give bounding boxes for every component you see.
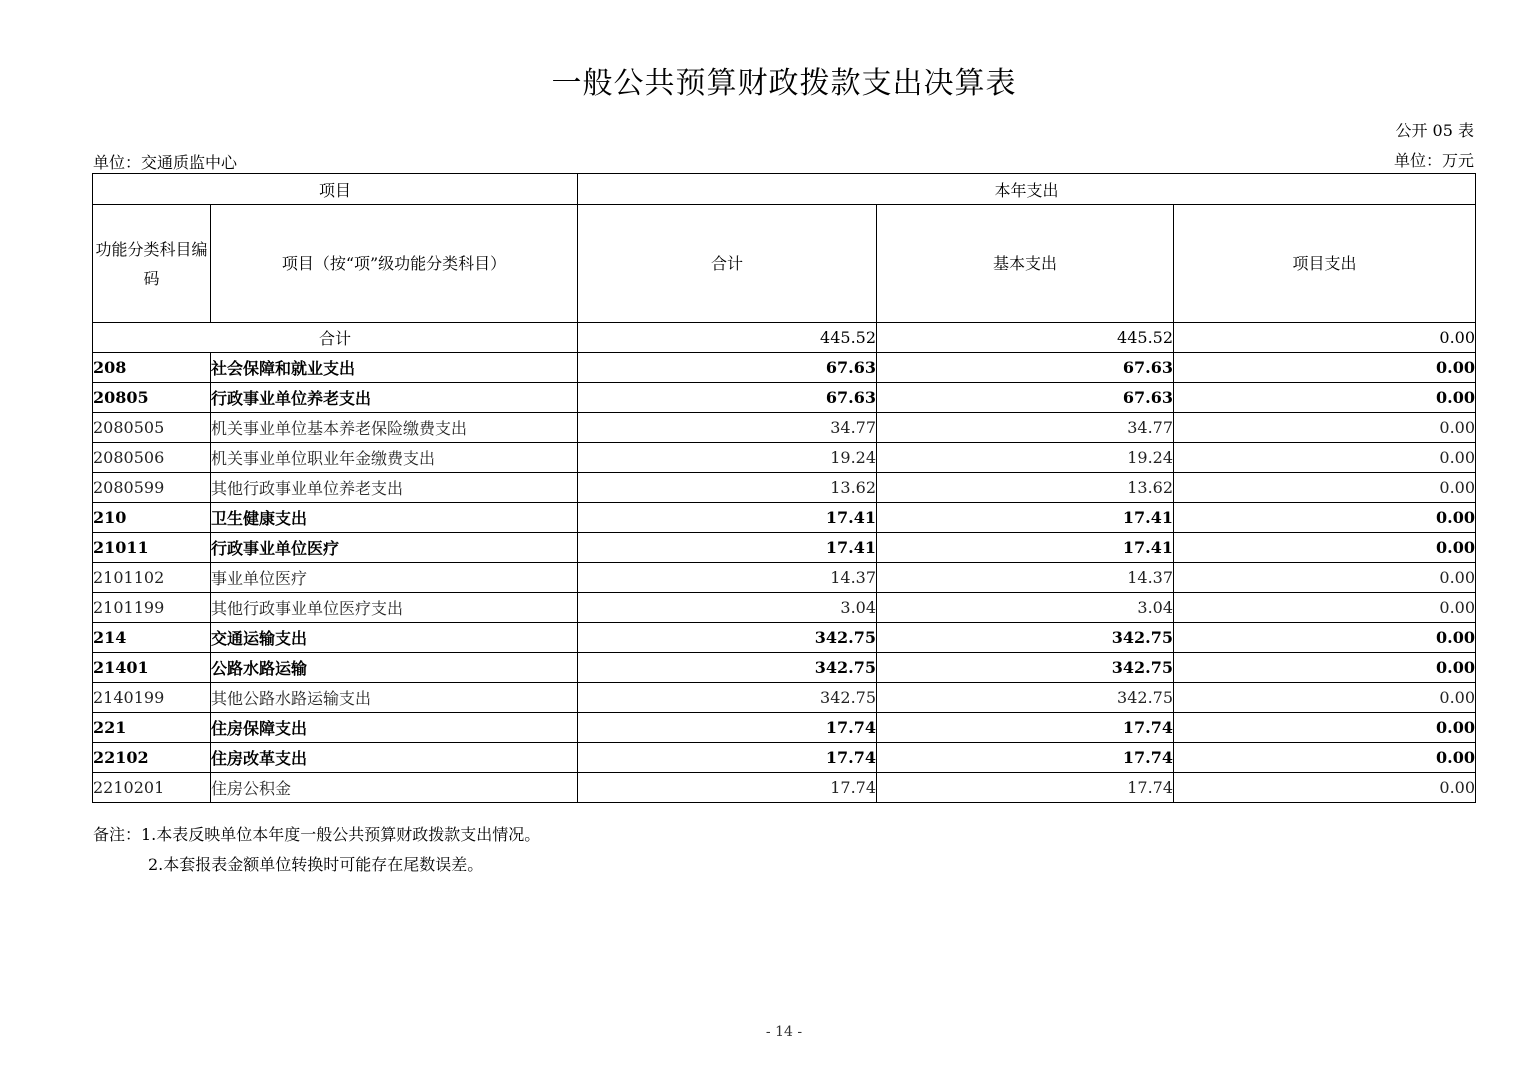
row-project: 0.00 [1174, 353, 1476, 383]
row-project: 0.00 [1174, 533, 1476, 563]
row-name: 行政事业单位养老支出 [211, 383, 578, 413]
row-code: 2080505 [93, 413, 211, 443]
row-basic: 17.41 [877, 533, 1174, 563]
row-basic: 17.74 [877, 713, 1174, 743]
total-label: 合计 [93, 323, 578, 353]
row-name: 交通运输支出 [211, 623, 578, 653]
row-total: 342.75 [578, 683, 877, 713]
page-number: - 14 - [765, 1024, 803, 1040]
row-project: 0.00 [1174, 713, 1476, 743]
row-name: 事业单位医疗 [211, 563, 578, 593]
row-name: 公路水路运输 [211, 653, 578, 683]
row-basic: 14.37 [877, 563, 1174, 593]
row-code: 2101199 [93, 593, 211, 623]
header-basic: 基本支出 [877, 205, 1174, 323]
row-project: 0.00 [1174, 413, 1476, 443]
row-total: 14.37 [578, 563, 877, 593]
row-total: 17.41 [578, 503, 877, 533]
row-basic: 342.75 [877, 683, 1174, 713]
expenditure-table [92, 173, 1476, 803]
table-row [93, 503, 1476, 533]
row-name: 社会保障和就业支出 [211, 353, 578, 383]
row-total: 67.63 [578, 353, 877, 383]
row-total: 17.41 [578, 533, 877, 563]
table-row [93, 623, 1476, 653]
row-total: 34.77 [578, 413, 877, 443]
row-project: 0.00 [1174, 743, 1476, 773]
row-basic: 19.24 [877, 443, 1174, 473]
row-basic: 34.77 [877, 413, 1174, 443]
row-total: 342.75 [578, 653, 877, 683]
unit-name: 单位：交通质监中心 [93, 153, 238, 172]
total-sum: 445.52 [578, 323, 877, 353]
header-project: 项目 [93, 174, 578, 205]
row-project: 0.00 [1174, 593, 1476, 623]
row-basic: 3.04 [877, 593, 1174, 623]
table-row [93, 383, 1476, 413]
row-name: 住房保障支出 [211, 713, 578, 743]
note-2: 2.本套报表金额单位转换时可能存在尾数误差。 [148, 855, 484, 874]
row-project: 0.00 [1174, 383, 1476, 413]
row-name: 其他公路水路运输支出 [211, 683, 578, 713]
header-project-expense: 项目支出 [1174, 205, 1476, 323]
table-row [93, 353, 1476, 383]
table-row [93, 563, 1476, 593]
row-project: 0.00 [1174, 653, 1476, 683]
row-code: 22102 [93, 743, 211, 773]
row-total: 13.62 [578, 473, 877, 503]
row-name: 其他行政事业单位医疗支出 [211, 593, 578, 623]
row-project: 0.00 [1174, 473, 1476, 503]
row-total: 17.74 [578, 773, 877, 803]
row-project: 0.00 [1174, 443, 1476, 473]
total-project: 0.00 [1174, 323, 1476, 353]
total-basic: 445.52 [877, 323, 1174, 353]
row-basic: 342.75 [877, 623, 1174, 653]
row-total: 67.63 [578, 383, 877, 413]
row-code: 221 [93, 713, 211, 743]
currency-unit: 单位：万元 [1393, 151, 1474, 170]
table-row [93, 773, 1476, 803]
row-code: 214 [93, 623, 211, 653]
row-name: 行政事业单位医疗 [211, 533, 578, 563]
row-name: 卫生健康支出 [211, 503, 578, 533]
row-total: 342.75 [578, 623, 877, 653]
header-code: 功能分类科目编码 [93, 205, 211, 323]
table-row [93, 413, 1476, 443]
note-1: 备注：1.本表反映单位本年度一般公共预算财政拨款支出情况。 [93, 825, 541, 844]
row-code: 2080506 [93, 443, 211, 473]
table-row [93, 533, 1476, 563]
row-project: 0.00 [1174, 773, 1476, 803]
row-code: 2140199 [93, 683, 211, 713]
notes [93, 820, 540, 880]
header-current-year: 本年支出 [578, 174, 1476, 205]
row-total: 17.74 [578, 743, 877, 773]
row-code: 2210201 [93, 773, 211, 803]
row-code: 210 [93, 503, 211, 533]
row-basic: 67.63 [877, 383, 1174, 413]
row-code: 2101102 [93, 563, 211, 593]
row-name: 机关事业单位职业年金缴费支出 [211, 443, 578, 473]
table-row [93, 593, 1476, 623]
row-total: 3.04 [578, 593, 877, 623]
row-name: 其他行政事业单位养老支出 [211, 473, 578, 503]
table-row [93, 653, 1476, 683]
row-name: 住房改革支出 [211, 743, 578, 773]
row-name: 住房公积金 [211, 773, 578, 803]
row-total: 17.74 [578, 713, 877, 743]
row-basic: 17.41 [877, 503, 1174, 533]
row-basic: 342.75 [877, 653, 1174, 683]
row-code: 21011 [93, 533, 211, 563]
row-basic: 67.63 [877, 353, 1174, 383]
total-row [93, 323, 1476, 353]
page-title: 一般公共预算财政拨款支出决算表 [551, 66, 1017, 101]
table-row [93, 713, 1476, 743]
row-name: 机关事业单位基本养老保险缴费支出 [211, 413, 578, 443]
row-basic: 13.62 [877, 473, 1174, 503]
row-code: 208 [93, 353, 211, 383]
row-basic: 17.74 [877, 773, 1174, 803]
header-total: 合计 [578, 205, 877, 323]
row-code: 21401 [93, 653, 211, 683]
table-row [93, 443, 1476, 473]
row-project: 0.00 [1174, 623, 1476, 653]
row-project: 0.00 [1174, 683, 1476, 713]
row-project: 0.00 [1174, 503, 1476, 533]
table-row [93, 743, 1476, 773]
table-row [93, 683, 1476, 713]
row-project: 0.00 [1174, 563, 1476, 593]
row-code: 20805 [93, 383, 211, 413]
header-item: 项目（按“项”级功能分类科目） [211, 205, 578, 323]
row-code: 2080599 [93, 473, 211, 503]
form-number: 公开 05 表 [1395, 121, 1474, 140]
table-row [93, 473, 1476, 503]
row-basic: 17.74 [877, 743, 1174, 773]
row-total: 19.24 [578, 443, 877, 473]
